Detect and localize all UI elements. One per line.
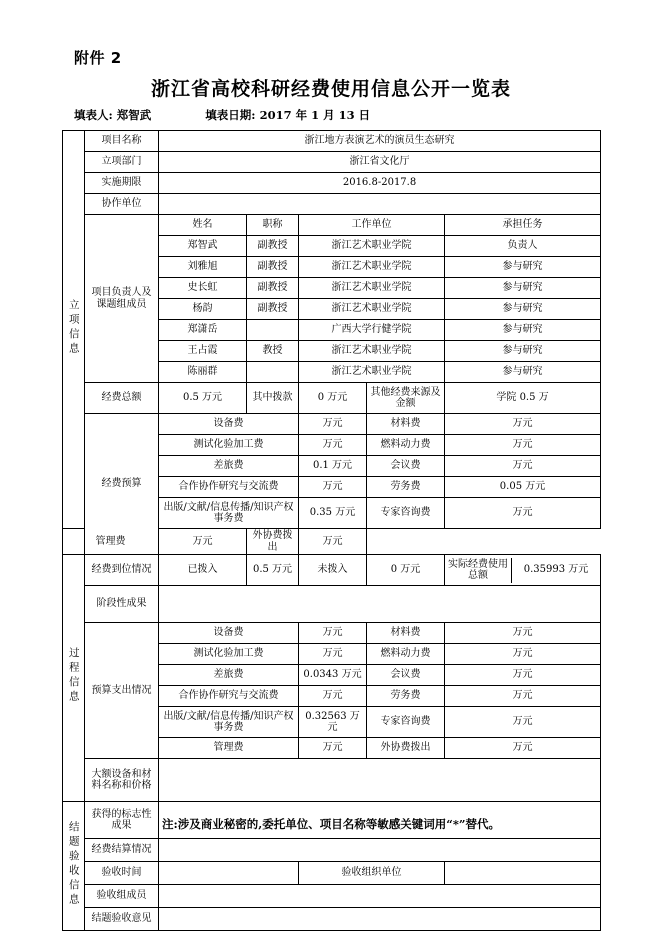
expenditure-item-value: 万元 xyxy=(299,623,367,644)
member-task: 参与研究 xyxy=(445,257,601,278)
expenditure-item-label: 劳务费 xyxy=(367,686,445,707)
date-value: 2017 年 1 月 13 日 xyxy=(259,108,371,122)
expenditure-item-value: 万元 xyxy=(445,644,601,665)
table-row xyxy=(63,173,601,194)
filler-label: 填表人: xyxy=(74,108,113,122)
member-task: 参与研究 xyxy=(445,362,601,383)
form-meta-line xyxy=(74,107,370,123)
acceptance-members-label: 验收组成员 xyxy=(85,885,159,908)
funding-disclosure-table xyxy=(62,130,601,931)
budget-item-label: 外协费拨出 xyxy=(247,529,299,555)
expenditure-item-value: 万元 xyxy=(445,738,601,759)
stage-results-label: 阶段性成果 xyxy=(85,586,159,623)
acceptance-org-label: 验收组织单位 xyxy=(299,862,445,885)
budget-item-label: 专家咨询费 xyxy=(367,498,445,529)
member-name: 陈丽群 xyxy=(159,362,247,383)
expenditure-item-label: 合作协作研究与交流费 xyxy=(159,686,299,707)
footer-note: 注:涉及商业秘密的,委托单位、项目名称等敏感关键词用“*”替代。 xyxy=(162,817,500,831)
budget-item-value: 0.35 万元 xyxy=(299,498,367,529)
period-label: 实施期限 xyxy=(85,173,159,194)
member-org: 浙江艺术职业学院 xyxy=(299,257,445,278)
large-equipment-label: 大额设备和材料名称和价格 xyxy=(85,759,159,802)
expenditure-item-value: 万元 xyxy=(299,738,367,759)
grant-label: 其中拨款 xyxy=(247,383,299,414)
funding-arrival-label: 经费到位情况 xyxy=(85,555,159,586)
period-value: 2016.8-2017.8 xyxy=(159,173,601,194)
member-org: 浙江艺术职业学院 xyxy=(299,278,445,299)
milestone-label: 获得的标志性成果 xyxy=(85,802,159,839)
budget-item-label: 出版/文献/信息传播/知识产权事务费 xyxy=(159,498,299,529)
acceptance-org-value xyxy=(445,862,601,885)
budget-item-value: 万元 xyxy=(299,529,367,555)
budget-item-label: 材料费 xyxy=(367,414,445,435)
grant-value: 0 万元 xyxy=(299,383,367,414)
table-row xyxy=(63,908,601,931)
expenditure-item-value: 0.0343 万元 xyxy=(299,665,367,686)
budget-item-label: 劳务费 xyxy=(367,477,445,498)
member-title: 副教授 xyxy=(247,257,299,278)
expenditure-item-value: 万元 xyxy=(445,686,601,707)
budget-item-value: 0.1 万元 xyxy=(299,456,367,477)
expenditure-item-value: 0.32563 万元 xyxy=(299,707,367,738)
budget-item-label: 差旅费 xyxy=(159,456,299,477)
member-name: 刘雅旭 xyxy=(159,257,247,278)
total-funding-label: 经费总额 xyxy=(85,383,159,414)
budget-item-value: 万元 xyxy=(445,498,601,529)
stage-results-value xyxy=(159,586,601,623)
member-org: 浙江艺术职业学院 xyxy=(299,362,445,383)
table-row xyxy=(63,152,601,173)
expenditure-item-label: 管理费 xyxy=(159,738,299,759)
expenditure-item-label: 专家咨询费 xyxy=(367,707,445,738)
expenditure-item-label: 设备费 xyxy=(159,623,299,644)
project-name-label: 项目名称 xyxy=(85,131,159,152)
budget-item-label: 合作协作研究与交流费 xyxy=(159,477,299,498)
member-name: 杨韵 xyxy=(159,299,247,320)
allocated-value: 0.5 万元 xyxy=(247,555,299,586)
expenditure-item-label: 外协费拨出 xyxy=(367,738,445,759)
expenditure-item-value: 万元 xyxy=(445,707,601,738)
budget-item-label: 测试化验加工费 xyxy=(159,435,299,456)
member-name: 史长虹 xyxy=(159,278,247,299)
other-source-label: 其他经费来源及金额 xyxy=(367,383,445,414)
budget-item-value: 万元 xyxy=(299,477,367,498)
actual-total-value: 0.35993 万元 xyxy=(523,564,589,576)
expenditure-item-label: 燃料动力费 xyxy=(367,644,445,665)
member-name: 郑潇岳 xyxy=(159,320,247,341)
actual-total-cell xyxy=(445,555,601,586)
other-source-value: 学院 0.5 万 xyxy=(445,383,601,414)
member-org: 浙江艺术职业学院 xyxy=(299,236,445,257)
member-task: 参与研究 xyxy=(445,299,601,320)
table-row xyxy=(63,215,601,236)
members-header-task: 承担任务 xyxy=(445,215,601,236)
expenditure-item-value: 万元 xyxy=(445,623,601,644)
member-title: 副教授 xyxy=(247,299,299,320)
budget-item-label: 会议费 xyxy=(367,456,445,477)
member-org: 广西大学行健学院 xyxy=(299,320,445,341)
member-title xyxy=(247,362,299,383)
unallocated-label: 未拨入 xyxy=(299,555,367,586)
approval-dept-label: 立项部门 xyxy=(85,152,159,173)
member-org: 浙江艺术职业学院 xyxy=(299,341,445,362)
members-header-name: 姓名 xyxy=(159,215,247,236)
table-row xyxy=(63,414,601,435)
budget-item-value: 万元 xyxy=(299,414,367,435)
page-title: 浙江省高校科研经费使用信息公开一览表 xyxy=(150,78,511,100)
acceptance-members-value xyxy=(159,885,601,908)
expenditure-item-label: 材料费 xyxy=(367,623,445,644)
expenditure-item-value: 万元 xyxy=(299,686,367,707)
member-task: 参与研究 xyxy=(445,278,601,299)
project-name-value: 浙江地方表演艺术的演员生态研究 xyxy=(159,131,601,152)
budget-item-value: 万元 xyxy=(445,435,601,456)
expenditure-item-label: 测试化验加工费 xyxy=(159,644,299,665)
table-row xyxy=(63,885,601,908)
expenditure-item-value: 万元 xyxy=(445,665,601,686)
section-label-acceptance: 结题验收信息 xyxy=(63,802,85,931)
table-row xyxy=(63,759,601,802)
section-label-approval: 立项信息 xyxy=(63,131,85,529)
partner-value xyxy=(159,194,601,215)
table-row xyxy=(63,529,601,555)
member-task: 负责人 xyxy=(445,236,601,257)
acceptance-time-value xyxy=(159,862,299,885)
settlement-label: 经费结算情况 xyxy=(85,839,159,862)
table-row xyxy=(63,862,601,885)
member-task: 参与研究 xyxy=(445,320,601,341)
budget-item-label: 管理费 xyxy=(63,529,159,555)
budget-item-label: 燃料动力费 xyxy=(367,435,445,456)
date-label: 填表日期: xyxy=(205,108,256,122)
acceptance-opinion-label: 结题验收意见 xyxy=(85,908,159,931)
budget-label: 经费预算 xyxy=(85,414,159,555)
attachment-label: 附件 2 xyxy=(74,49,122,67)
table-row xyxy=(63,839,601,862)
budget-item-value: 0.05 万元 xyxy=(445,477,601,498)
expenditure-label: 预算支出情况 xyxy=(85,623,159,759)
budget-item-value: 万元 xyxy=(445,414,601,435)
settlement-value xyxy=(159,839,601,862)
expenditure-item-label: 差旅费 xyxy=(159,665,299,686)
expenditure-item-label: 会议费 xyxy=(367,665,445,686)
member-title: 教授 xyxy=(247,341,299,362)
total-funding-value: 0.5 万元 xyxy=(159,383,247,414)
partner-label: 协作单位 xyxy=(85,194,159,215)
actual-total-label: 实际经费使用总额 xyxy=(445,558,512,583)
budget-item-label: 设备费 xyxy=(159,414,299,435)
acceptance-opinion-value xyxy=(159,908,601,931)
member-name: 王占霞 xyxy=(159,341,247,362)
budget-item-value: 万元 xyxy=(445,456,601,477)
expenditure-item-value: 万元 xyxy=(299,644,367,665)
allocated-label: 已拨入 xyxy=(159,555,247,586)
member-title xyxy=(247,320,299,341)
table-row xyxy=(63,194,601,215)
member-name: 郑智武 xyxy=(159,236,247,257)
member-title: 副教授 xyxy=(247,236,299,257)
table-row xyxy=(63,555,601,586)
table-row xyxy=(63,623,601,644)
members-label: 项目负责人及课题组成员 xyxy=(85,215,159,383)
member-task: 参与研究 xyxy=(445,341,601,362)
members-header-title: 职称 xyxy=(247,215,299,236)
members-header-org: 工作单位 xyxy=(299,215,445,236)
budget-item-value: 万元 xyxy=(159,529,247,555)
budget-item-value: 万元 xyxy=(299,435,367,456)
table-row xyxy=(63,131,601,152)
table-row xyxy=(63,586,601,623)
member-org: 浙江艺术职业学院 xyxy=(299,299,445,320)
acceptance-time-label: 验收时间 xyxy=(85,862,159,885)
table-row xyxy=(63,383,601,414)
member-title: 副教授 xyxy=(247,278,299,299)
unallocated-value: 0 万元 xyxy=(367,555,445,586)
approval-dept-value: 浙江省文化厅 xyxy=(159,152,601,173)
expenditure-item-label: 出版/文献/信息传播/知识产权事务费 xyxy=(159,707,299,738)
large-equipment-value xyxy=(159,759,601,802)
section-label-process: 过程信息 xyxy=(63,555,85,802)
filler-name: 郑智武 xyxy=(116,108,152,122)
